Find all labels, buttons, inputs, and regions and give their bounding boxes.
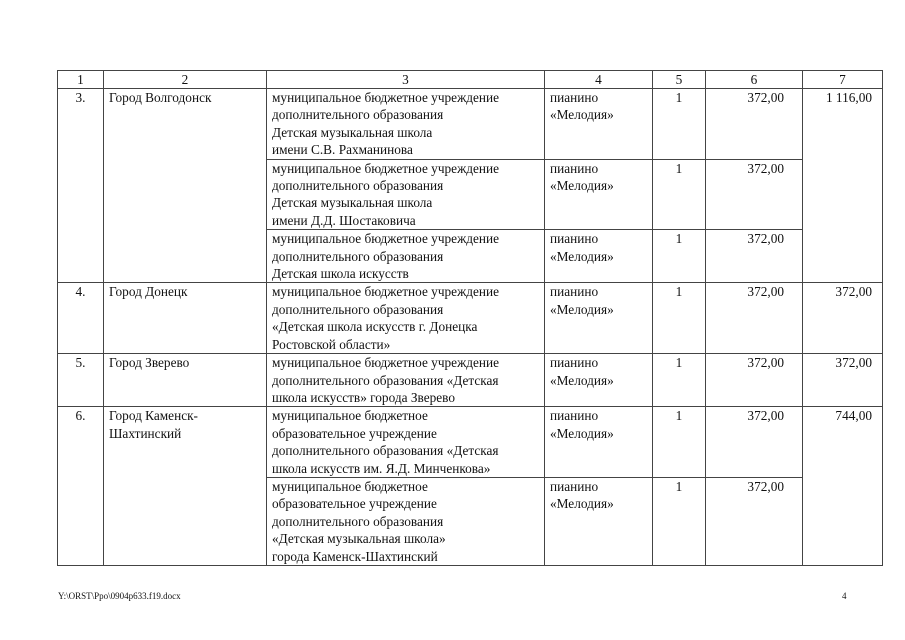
instrument-name: пианино «Мелодия» (545, 477, 653, 565)
column-header: 4 (545, 71, 653, 89)
group-total: 372,00 (803, 283, 883, 354)
table-row (58, 354, 883, 407)
row-number: 5. (58, 354, 104, 407)
institution-name: муниципальное бюджетное образовательное учреждение дополнительного образования «Детская школа искусств им. Я.Д. Минченкова» (267, 407, 545, 478)
city-name: Город Зверево (104, 354, 267, 407)
footer-file-path: Y:\ORST\Ppo\0904p633.f19.docx (58, 591, 181, 601)
quantity: 1 (653, 407, 706, 478)
column-header: 1 (58, 71, 104, 89)
column-header: 7 (803, 71, 883, 89)
column-header: 2 (104, 71, 267, 89)
instrument-name: пианино «Мелодия» (545, 354, 653, 407)
quantity: 1 (653, 159, 706, 230)
column-header: 3 (267, 71, 545, 89)
city-name: Город Волгодонск (104, 89, 267, 283)
column-header: 5 (653, 71, 706, 89)
group-total: 372,00 (803, 354, 883, 407)
institution-name: муниципальное бюджетное учреждение дополнительного образования «Детская школа искусств г. Донецка Ростовской области» (267, 283, 545, 354)
price: 372,00 (706, 283, 803, 354)
instrument-name: пианино «Мелодия» (545, 89, 653, 160)
quantity: 1 (653, 283, 706, 354)
price: 372,00 (706, 89, 803, 160)
quantity: 1 (653, 477, 706, 565)
allocation-table (57, 70, 883, 566)
price: 372,00 (706, 159, 803, 230)
row-number: 4. (58, 283, 104, 354)
instrument-name: пианино «Мелодия» (545, 407, 653, 478)
quantity: 1 (653, 230, 706, 283)
price: 372,00 (706, 354, 803, 407)
quantity: 1 (653, 354, 706, 407)
institution-name: муниципальное бюджетное образовательное учреждение дополнительного образования «Детская музыкальная школа» города Каменск-Шахтинский (267, 477, 545, 565)
institution-name: муниципальное бюджетное учреждение дополнительного образования Детская музыкальная школа имени С.В. Рахманинова (267, 89, 545, 160)
table-row (58, 283, 883, 354)
price: 372,00 (706, 477, 803, 565)
city-name: Город Каменск- Шахтинский (104, 407, 267, 566)
city-name: Город Донецк (104, 283, 267, 354)
institution-name: муниципальное бюджетное учреждение дополнительного образования «Детская школа искусств» города Зверево (267, 354, 545, 407)
group-total: 1 116,00 (803, 89, 883, 283)
row-number: 3. (58, 89, 104, 283)
table-row (58, 89, 883, 160)
quantity: 1 (653, 89, 706, 160)
column-header: 6 (706, 71, 803, 89)
instrument-name: пианино «Мелодия» (545, 230, 653, 283)
footer-page-number: 4 (842, 591, 847, 601)
institution-name: муниципальное бюджетное учреждение дополнительного образования Детская музыкальная школа имени Д.Д. Шостаковича (267, 159, 545, 230)
row-number: 6. (58, 407, 104, 566)
table-row (58, 407, 883, 478)
price: 372,00 (706, 230, 803, 283)
instrument-name: пианино «Мелодия» (545, 159, 653, 230)
price: 372,00 (706, 407, 803, 478)
group-total: 744,00 (803, 407, 883, 566)
institution-name: муниципальное бюджетное учреждение дополнительного образования Детская школа искусств (267, 230, 545, 283)
instrument-name: пианино «Мелодия» (545, 283, 653, 354)
column-number-row (58, 71, 883, 89)
